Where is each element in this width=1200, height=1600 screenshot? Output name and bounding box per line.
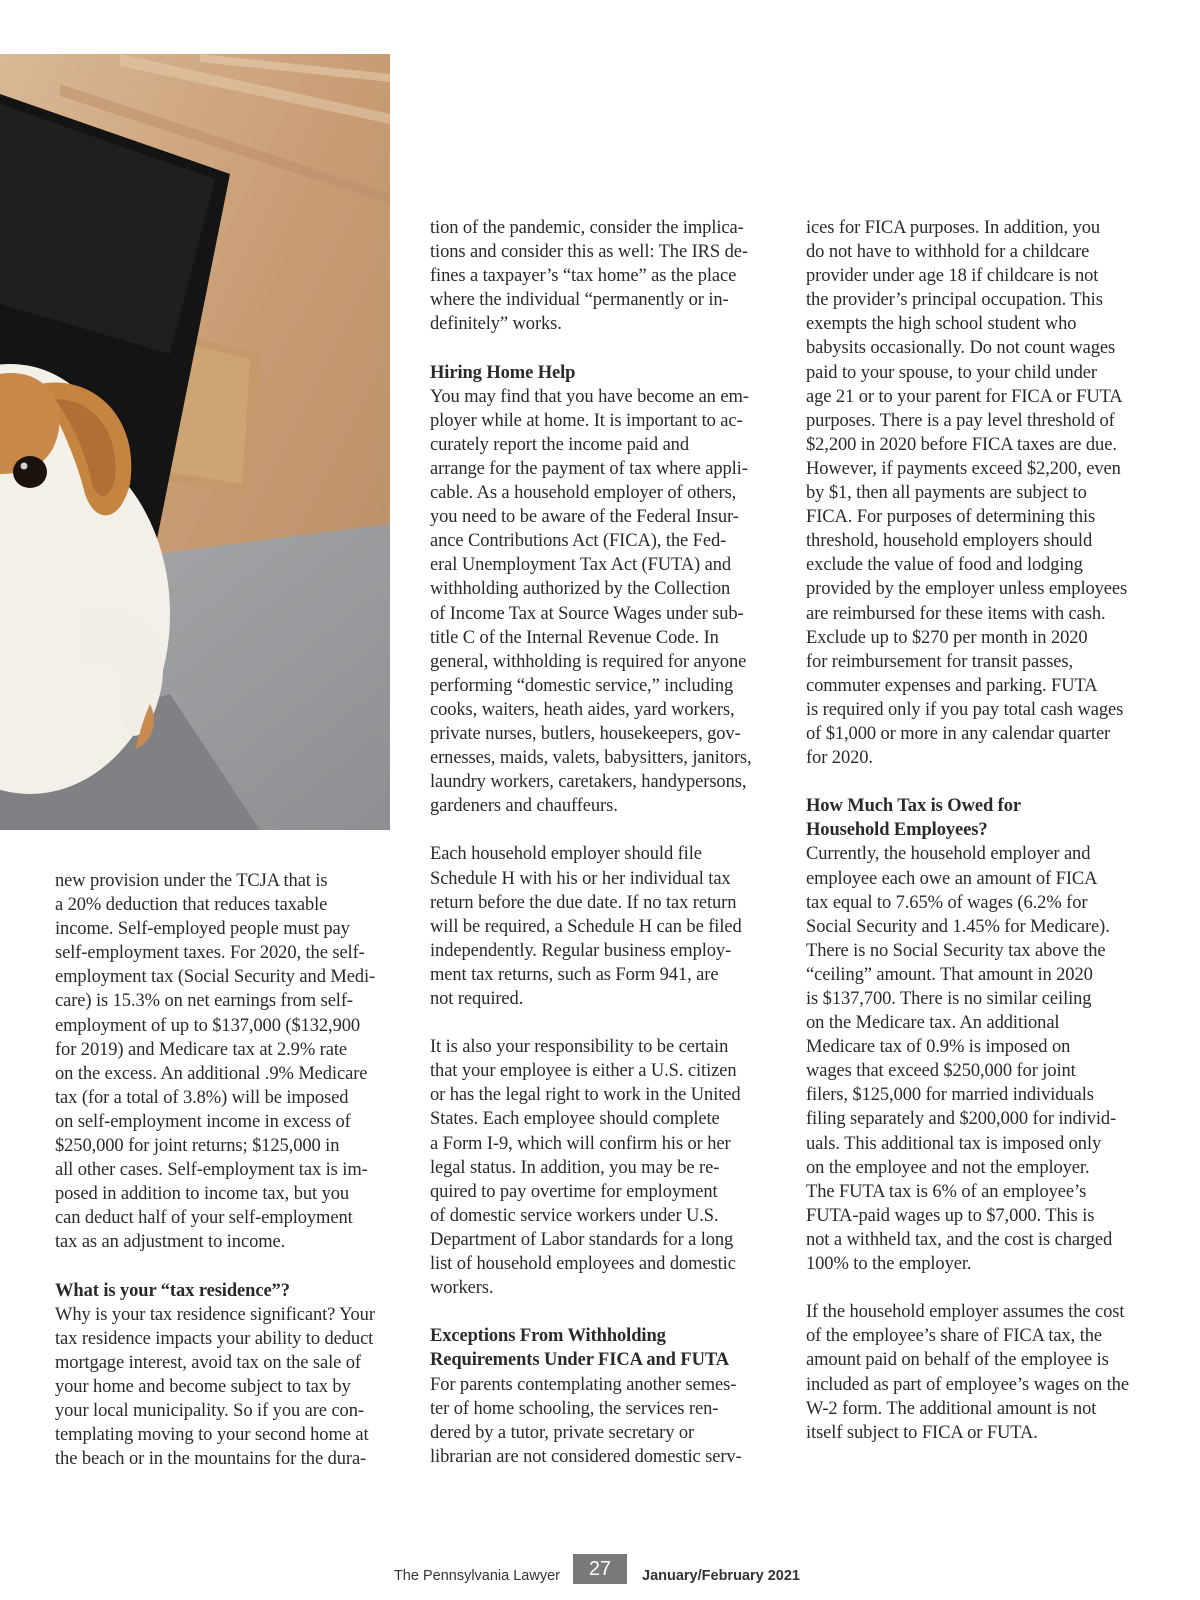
issue-date: January/February 2021 — [642, 1568, 800, 1584]
paragraph-employer-assumes-cost: If the household employer assumes the cost of the employee’s share of FICA tax, the amount paid on behalf of the employee is included as part of employee’s wages on the W-2 form. The additional amount is not itself subject to FICA or FUTA. — [806, 1302, 1129, 1443]
paragraph-fica-exemptions: ices for FICA purposes. In addition, you do not have to withhold for a childcare provider under age 18 if childcare is not the provider’s principal occupation. This exempts the high school student who babysits occasionally. Do not count wages paid to your spouse, to your child under age 21 or to your parent for FICA or FUTA purposes. There is a pay level threshold of $2,200 in 2020 before FICA taxes are due. However, if payments exceed $2,200, even by $1, then all payments are subject to FICA. For purposes of determining this threshold, household employers should exclude the value of food and lodging provided by the employer unless employees are reimbursed for these items with cash. Exclude up to $270 per month in 2020 for reimbursement for transit passes, commuter expenses and parking. FUTA is required only if you pay total cash wages of $1,000 or more in any calendar quarter for 2020. — [806, 218, 1128, 769]
heading-hiring-home-help: Hiring Home Help — [430, 362, 576, 383]
publication-name: The Pennsylvania Lawyer — [393, 1568, 560, 1584]
page-footer — [0, 1554, 1200, 1600]
article-photo — [0, 54, 390, 830]
heading-tax-residence: What is your “tax residence”? — [55, 1280, 290, 1301]
paragraph-tax-home: tion of the pandemic, consider the implica- tions and consider this as well: The IRS de- fines a taxpayer’s “tax home” as the place where the individual “permanently or in- definitely” works. — [430, 218, 748, 335]
paragraph-employee-legal-status: It is also your responsibility to be certain that your employee is either a U.S. citizen or has the legal right to work in the United States. Each employee should complete a Form I-9, which will confirm his or her legal status. In addition, you may be re- quired to pay overtime for employment of domestic service workers under U.S. Department of Labor standards for a long list of household employees and domestic workers. — [430, 1037, 741, 1299]
heading-tax-owed-household: How Much Tax is Owed for Household Employees? — [806, 796, 1021, 841]
paragraph-schedule-h: Each household employer should file Schedule H with his or her individual tax return before the due date. If no tax return will be required, a Schedule H can be filed independently. Regular business employ- ment tax returns, such as Form 941, are not required. — [430, 844, 742, 1009]
paragraph-tax-owed-household: Currently, the household employer and employee each owe an amount of FICA tax equal to 7.65% of wages (6.2% for Social Security and 1.45% for Medicare). There is no Social Security tax above the “ceiling” amount. That amount in 2020 is $137,700. There is no similar ceiling on the Medicare tax. An additional Medicare tax of 0.9% is imposed on wages that exceed $250,000 for joint filers, $125,000 for married individuals filing separately and $200,000 for individ- uals. This additional tax is imposed only on the employee and not the employer. The FUTA tax is 6% of an employee’s FUTA-paid wages up to $7,000. This is not a withheld tax, and the cost is charged 100% to the employer. — [806, 844, 1117, 1275]
page-number: 27 — [573, 1554, 627, 1584]
paragraph-hiring-home-help: You may find that you have become an em- ployer while at home. It is important to ac- curately report the income paid and arrange for the payment of tax where appli- cable. As a household employer of others, you need to be aware of the Federal Insur- ance Contributions Act (FICA), the Fed- eral Unemployment Tax Act (FUTA) and withholding authorized by the Collection of Income Tax at Source Wages under sub- title C of the Internal Revenue Code. In general, withholding is required for anyone performing “domestic service,” including cooks, waiters, heath aides, yard workers, private nurses, butlers, housekeepers, gov- ernesses, maids, valets, babysitters, janitors, laundry workers, caretakers, handypersons, gardeners and chauffeurs. — [430, 386, 752, 817]
article-column-2 — [430, 216, 770, 1469]
dog-photo-illustration — [0, 54, 390, 830]
paragraph-tcja-self-employment: new provision under the TCJA that is a 20% deduction that reduces taxable income. Self-employed people must pay self-employment taxes. For 2020, the self- employment tax (Social Security and Medi- care) is 15.3% on net earnings from self- employment of up to $137,000 ($132,900 for 2019) and Medicare tax at 2.9% rate on the excess. An additional .9% Medicare tax (for a total of 3.8%) will be imposed on self-employment income in excess of $250,000 for joint returns; $125,000 in all other cases. Self-employment tax is im- posed in addition to income tax, but you can deduct half of your self-employment tax as an adjustment to income. — [55, 871, 376, 1253]
heading-exceptions-withholding: Exceptions From Withholding Requirements Under FICA and FUTA — [430, 1326, 729, 1371]
article-column-3 — [806, 216, 1156, 1445]
paragraph-exceptions-withholding: For parents contemplating another semes- ter of home schooling, the services ren- dered by a tutor, private secretary or librarian are not considered domestic serv- — [430, 1374, 742, 1467]
article-column-1 — [55, 869, 395, 1471]
paragraph-tax-residence: Why is your tax residence significant? Your tax residence impacts your ability to deduct mortgage interest, avoid tax on the sale of your home and become subject to tax by your local municipality. So if you are con- templating moving to your second home at the beach or in the mountains for the dura- — [55, 1304, 375, 1470]
